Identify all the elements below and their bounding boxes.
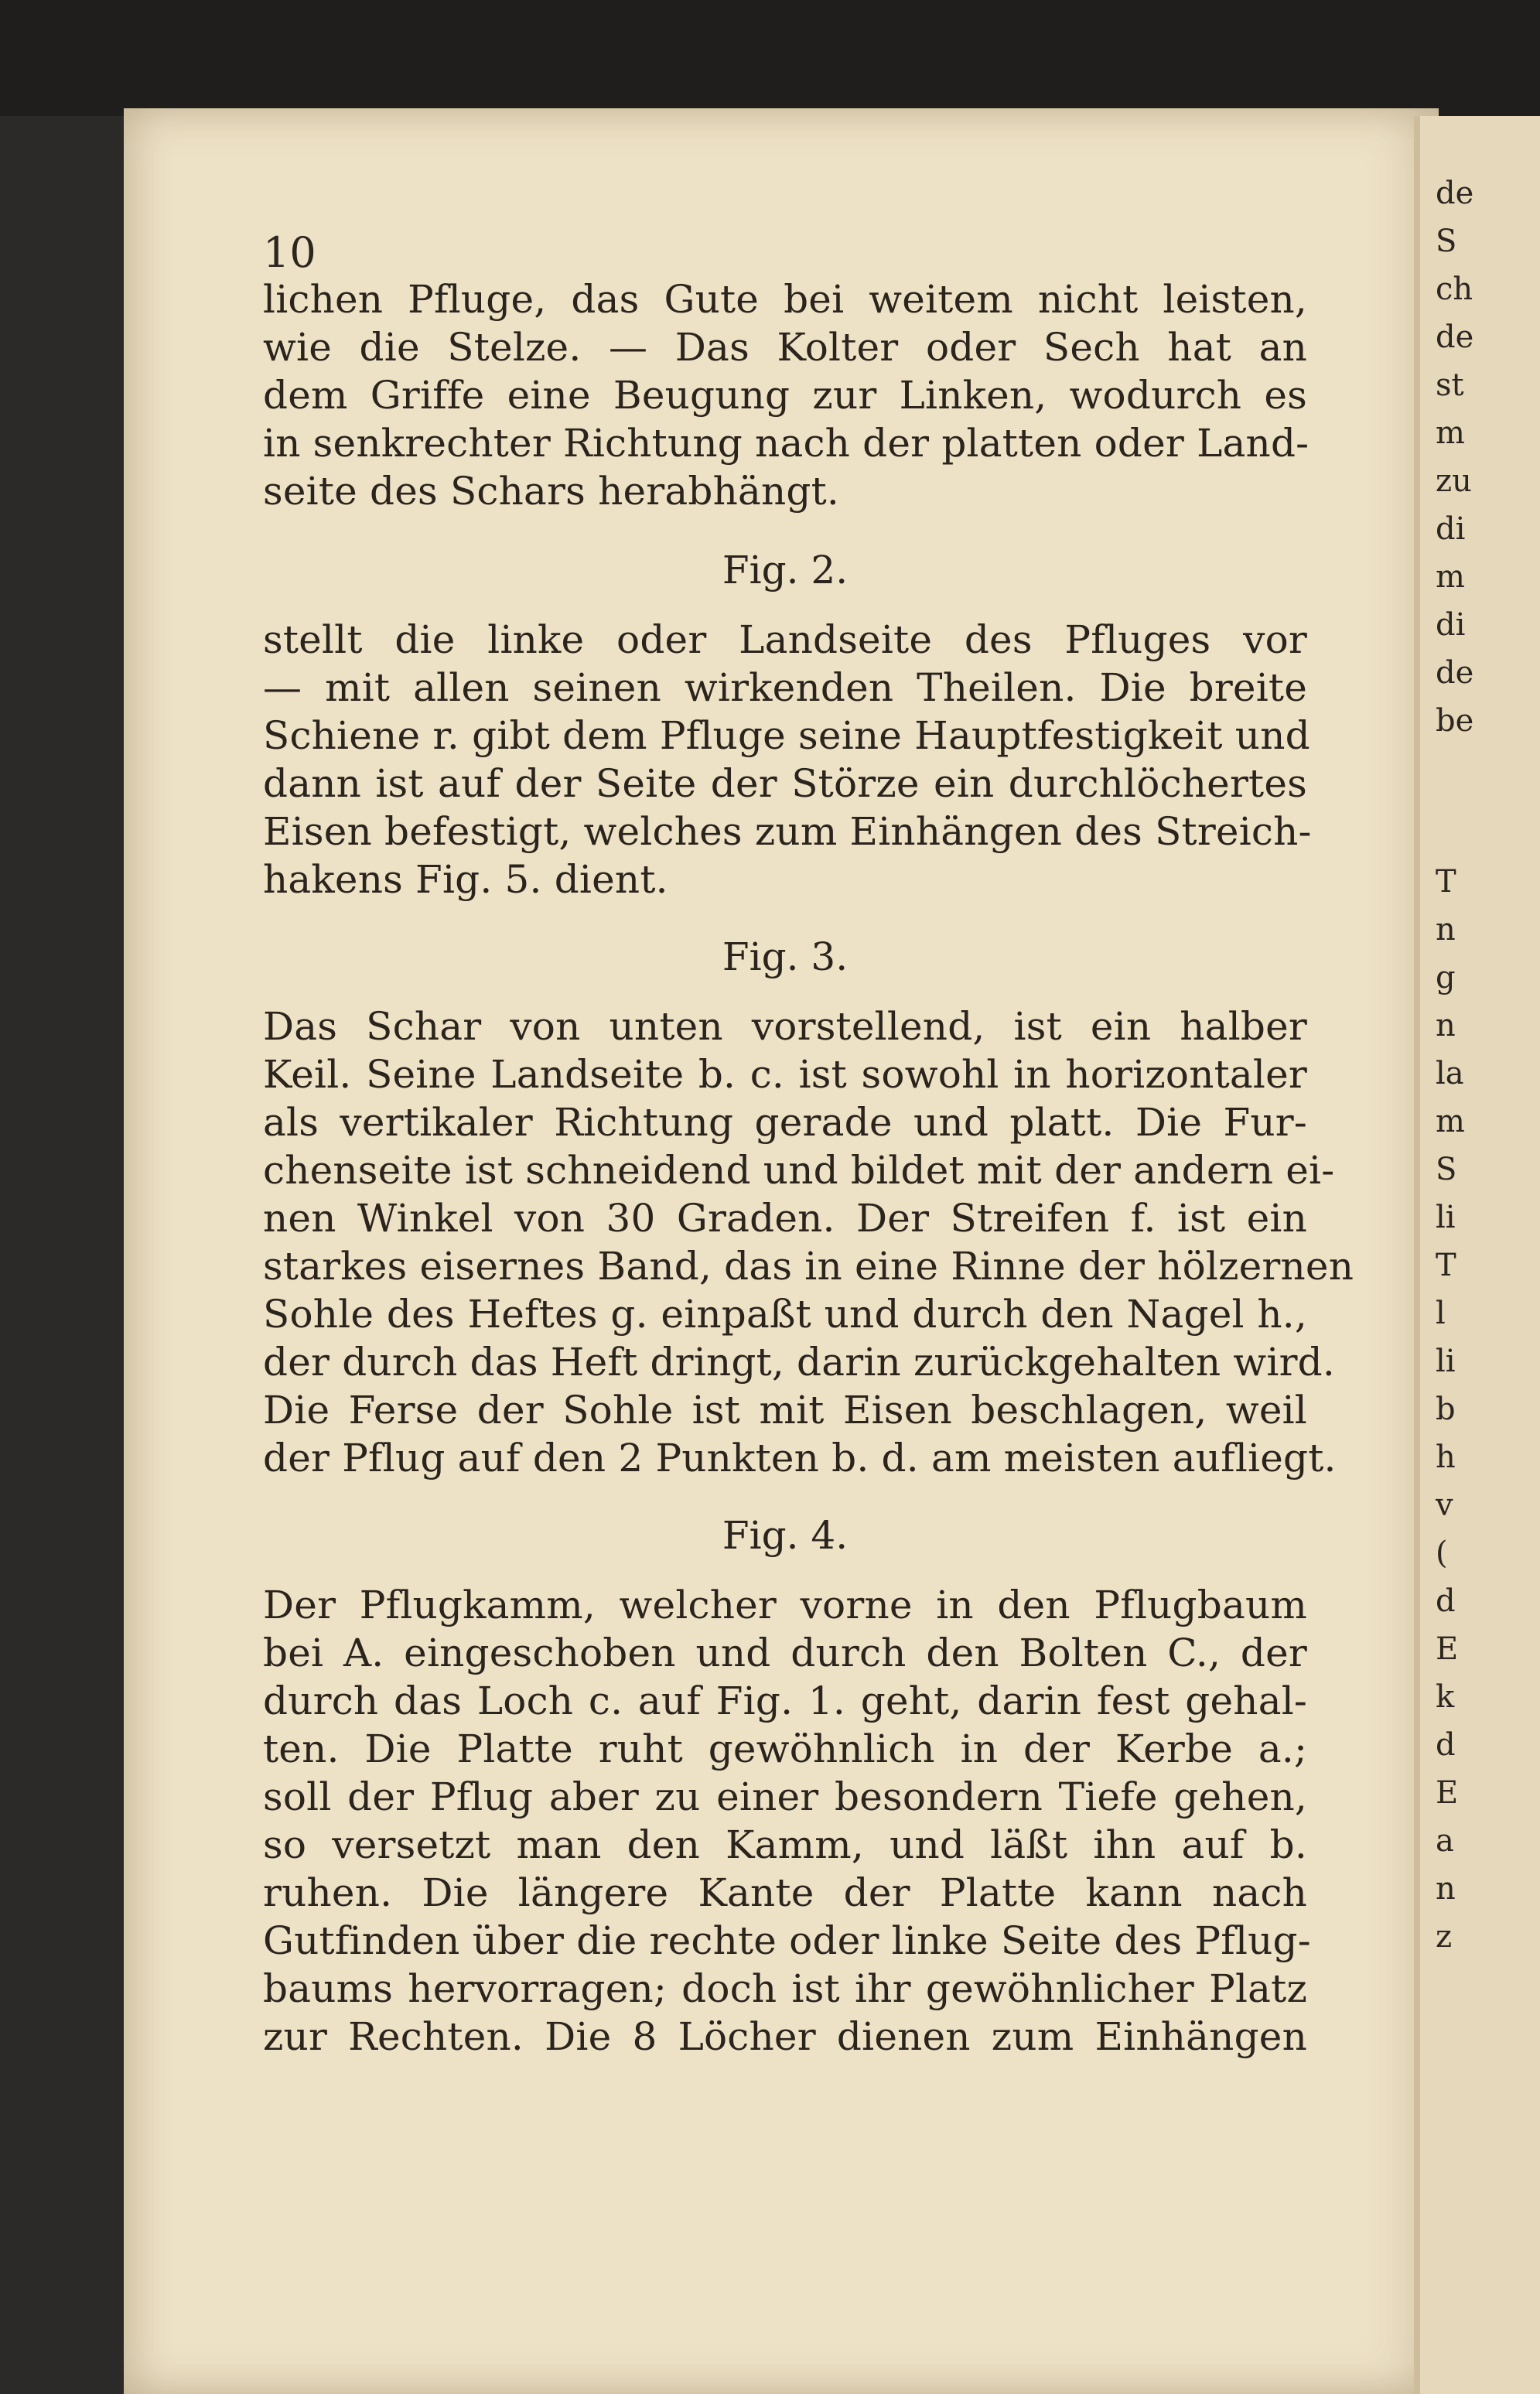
- next-page-fragment: m: [1436, 559, 1465, 595]
- next-page-fragment: de: [1436, 176, 1474, 211]
- text-line: der Pflug auf den 2 Punkten b. d. am meisten aufliegt.: [263, 1436, 1337, 1480]
- page-gutter: [1414, 116, 1420, 2394]
- text-line: — mit allen seinen wirkenden Theilen. Die breite: [263, 665, 1307, 710]
- next-page-fragment: de: [1436, 319, 1474, 355]
- text-line: Keil. Seine Landseite b. c. ist sowohl in horizontaler: [263, 1052, 1307, 1097]
- next-page-fragment: n: [1436, 1008, 1456, 1043]
- next-page-fragment: h: [1436, 1439, 1456, 1475]
- next-page-fragment: k: [1436, 1679, 1455, 1715]
- text-line: so versetzt man den Kamm, und läßt ihn auf b.: [263, 1822, 1307, 1867]
- text-line: nen Winkel von 30 Graden. Der Streifen f. ist ein: [263, 1196, 1307, 1241]
- next-page-fragment: z: [1436, 1919, 1453, 1955]
- next-page-fragment: m: [1436, 1104, 1465, 1139]
- next-page-fragment: T: [1436, 1248, 1456, 1283]
- next-page-fragment: di: [1436, 511, 1466, 547]
- text-line: soll der Pflug aber zu einer besondern Tiefe gehen,: [263, 1774, 1307, 1819]
- text-line: in senkrechter Richtung nach der platten oder Land-: [263, 421, 1310, 466]
- text-line: bei A. eingeschoben und durch den Bolten C., der: [263, 1631, 1307, 1675]
- next-page-edge: [1420, 116, 1540, 2394]
- next-page-fragment: d: [1436, 1727, 1456, 1763]
- text-line: baums hervorragen; doch ist ihr gewöhnlicher Platz: [263, 1966, 1307, 2011]
- next-page-fragment: l: [1436, 1296, 1446, 1331]
- text-line: Gutfinden über die rechte oder linke Seite des Pflug-: [263, 1918, 1311, 1963]
- text-line: hakens Fig. 5. dient.: [263, 857, 668, 902]
- next-page-fragment: di: [1436, 607, 1466, 643]
- figure-heading: Fig. 3.: [722, 934, 849, 979]
- next-page-fragment: a: [1436, 1823, 1454, 1859]
- background-top: [0, 0, 1540, 116]
- page-number: 10: [263, 228, 316, 277]
- next-page-fragment: la: [1436, 1056, 1464, 1091]
- text-line: dem Griffe eine Beugung zur Linken, wodurch es: [263, 373, 1307, 418]
- next-page-fragment: de: [1436, 655, 1474, 691]
- text-line: Das Schar von unten vorstellend, ist ein halber: [263, 1004, 1307, 1049]
- next-page-fragment: be: [1436, 703, 1474, 739]
- figure-heading: Fig. 2.: [722, 548, 849, 593]
- text-line: ruhen. Die längere Kante der Platte kann nach: [263, 1870, 1307, 1915]
- text-line: dann ist auf der Seite der Störze ein durchlöchertes: [263, 761, 1307, 806]
- next-page-fragment: d: [1436, 1583, 1456, 1619]
- text-line: ten. Die Platte ruht gewöhnlich in der Kerbe a.;: [263, 1726, 1307, 1771]
- next-page-fragment: S: [1436, 1152, 1457, 1187]
- next-page-fragment: S: [1436, 224, 1457, 259]
- next-page-fragment: li: [1436, 1344, 1456, 1379]
- text-line: als vertikaler Richtung gerade und platt. Die Fur-: [263, 1100, 1307, 1145]
- text-line: chenseite ist schneidend und bildet mit der andern ei-: [263, 1148, 1335, 1193]
- next-page-fragment: ch: [1436, 272, 1473, 307]
- text-line: starkes eisernes Band, das in eine Rinne der hölzernen: [263, 1244, 1354, 1289]
- text-line: seite des Schars herabhängt.: [263, 469, 840, 514]
- text-line: Sohle des Heftes g. einpaßt und durch den Nagel h.,: [263, 1292, 1307, 1337]
- next-page-fragment: g: [1436, 960, 1456, 996]
- next-page-fragment: n: [1436, 912, 1456, 948]
- figure-heading: Fig. 4.: [722, 1513, 849, 1558]
- text-line: Die Ferse der Sohle ist mit Eisen beschlagen, weil: [263, 1388, 1307, 1433]
- text-line: stellt die linke oder Landseite des Pfluges vor: [263, 617, 1307, 662]
- text-line: Der Pflugkamm, welcher vorne in den Pflugbaum: [263, 1583, 1307, 1627]
- next-page-fragment: T: [1436, 864, 1456, 900]
- next-page-fragment: m: [1436, 415, 1465, 451]
- next-page-fragment: st: [1436, 367, 1464, 403]
- next-page-fragment: li: [1436, 1200, 1456, 1235]
- next-page-fragment: (: [1436, 1535, 1448, 1571]
- next-page-fragment: E: [1436, 1631, 1459, 1667]
- text-line: der durch das Heft dringt, darin zurückgehalten wird.: [263, 1340, 1335, 1385]
- next-page-fragment: v: [1436, 1487, 1453, 1523]
- text-line: Schiene r. gibt dem Pfluge seine Hauptfestigkeit und: [263, 713, 1310, 758]
- next-page-fragment: b: [1436, 1392, 1456, 1427]
- text-line: lichen Pfluge, das Gute bei weitem nicht leisten,: [263, 277, 1307, 322]
- text-line: durch das Loch c. auf Fig. 1. geht, darin fest gehal-: [263, 1679, 1307, 1723]
- text-line: wie die Stelze. — Das Kolter oder Sech hat an: [263, 325, 1307, 370]
- text-line: zur Rechten. Die 8 Löcher dienen zum Einhängen: [263, 2014, 1307, 2059]
- text-line: Eisen befestigt, welches zum Einhängen des Streich-: [263, 809, 1312, 854]
- next-page-fragment: n: [1436, 1871, 1456, 1907]
- next-page-fragment: zu: [1436, 463, 1472, 499]
- next-page-fragment: E: [1436, 1775, 1459, 1811]
